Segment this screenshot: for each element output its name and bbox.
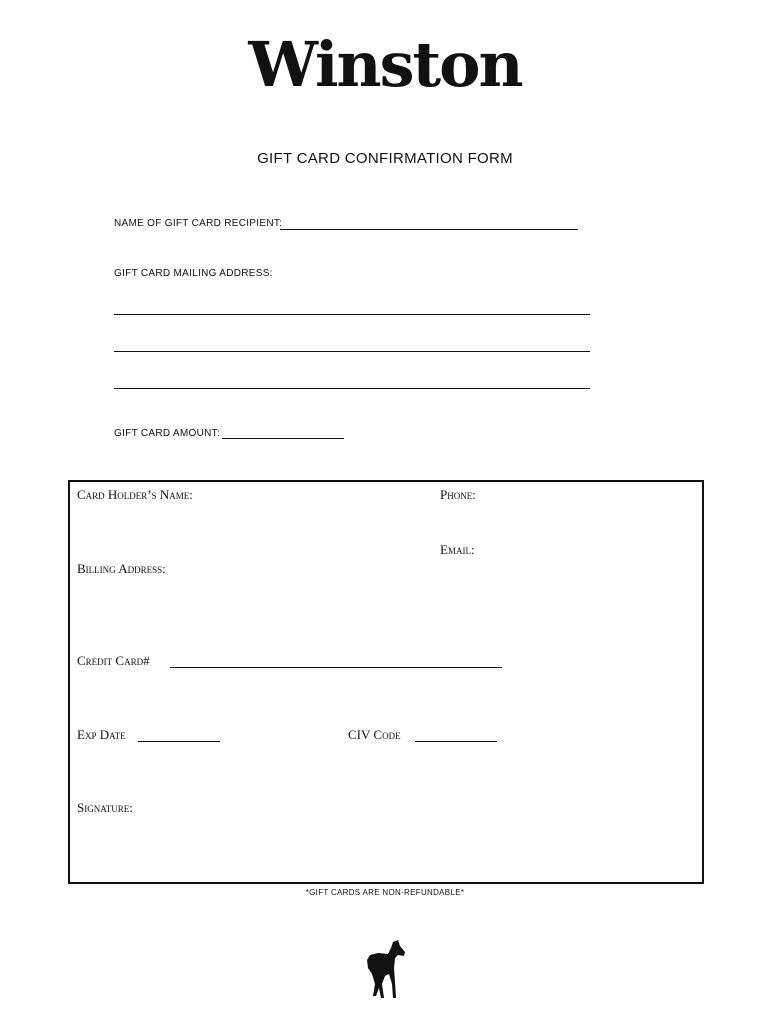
credit-card-field[interactable] bbox=[170, 667, 502, 668]
mailing-address-line-1[interactable] bbox=[114, 314, 590, 315]
credit-card-label: Credit Card# bbox=[77, 653, 150, 668]
exp-date-label: Exp Date bbox=[77, 727, 126, 742]
civ-code-field[interactable] bbox=[415, 741, 497, 742]
mailing-address-line-3[interactable] bbox=[114, 388, 590, 389]
exp-date-field[interactable] bbox=[138, 741, 220, 742]
card-holder-name-label: Card Holder’s Name: bbox=[77, 487, 193, 502]
phone-label: Phone: bbox=[440, 487, 476, 502]
amount-label: GIFT CARD AMOUNT: bbox=[114, 428, 221, 439]
non-refundable-note: *GIFT CARDS ARE NON-REFUNDABLE* bbox=[305, 888, 465, 897]
dog-silhouette-icon bbox=[360, 938, 410, 1002]
signature-label: Signature: bbox=[77, 800, 133, 815]
card-holder-box bbox=[68, 480, 704, 884]
amount-field[interactable] bbox=[222, 438, 344, 439]
mailing-address-label: GIFT CARD MAILING ADDRESS: bbox=[114, 268, 273, 279]
email-label: Email: bbox=[440, 542, 475, 557]
recipient-label: NAME OF GIFT CARD RECIPIENT: bbox=[114, 218, 283, 229]
recipient-field[interactable] bbox=[280, 229, 578, 230]
form-title: GIFT CARD CONFIRMATION FORM bbox=[257, 150, 513, 167]
mailing-address-line-2[interactable] bbox=[114, 351, 590, 352]
civ-code-label: CIV Code bbox=[348, 727, 401, 742]
brand-logo: Winston bbox=[248, 28, 522, 101]
billing-address-label: Billing Address: bbox=[77, 561, 166, 576]
